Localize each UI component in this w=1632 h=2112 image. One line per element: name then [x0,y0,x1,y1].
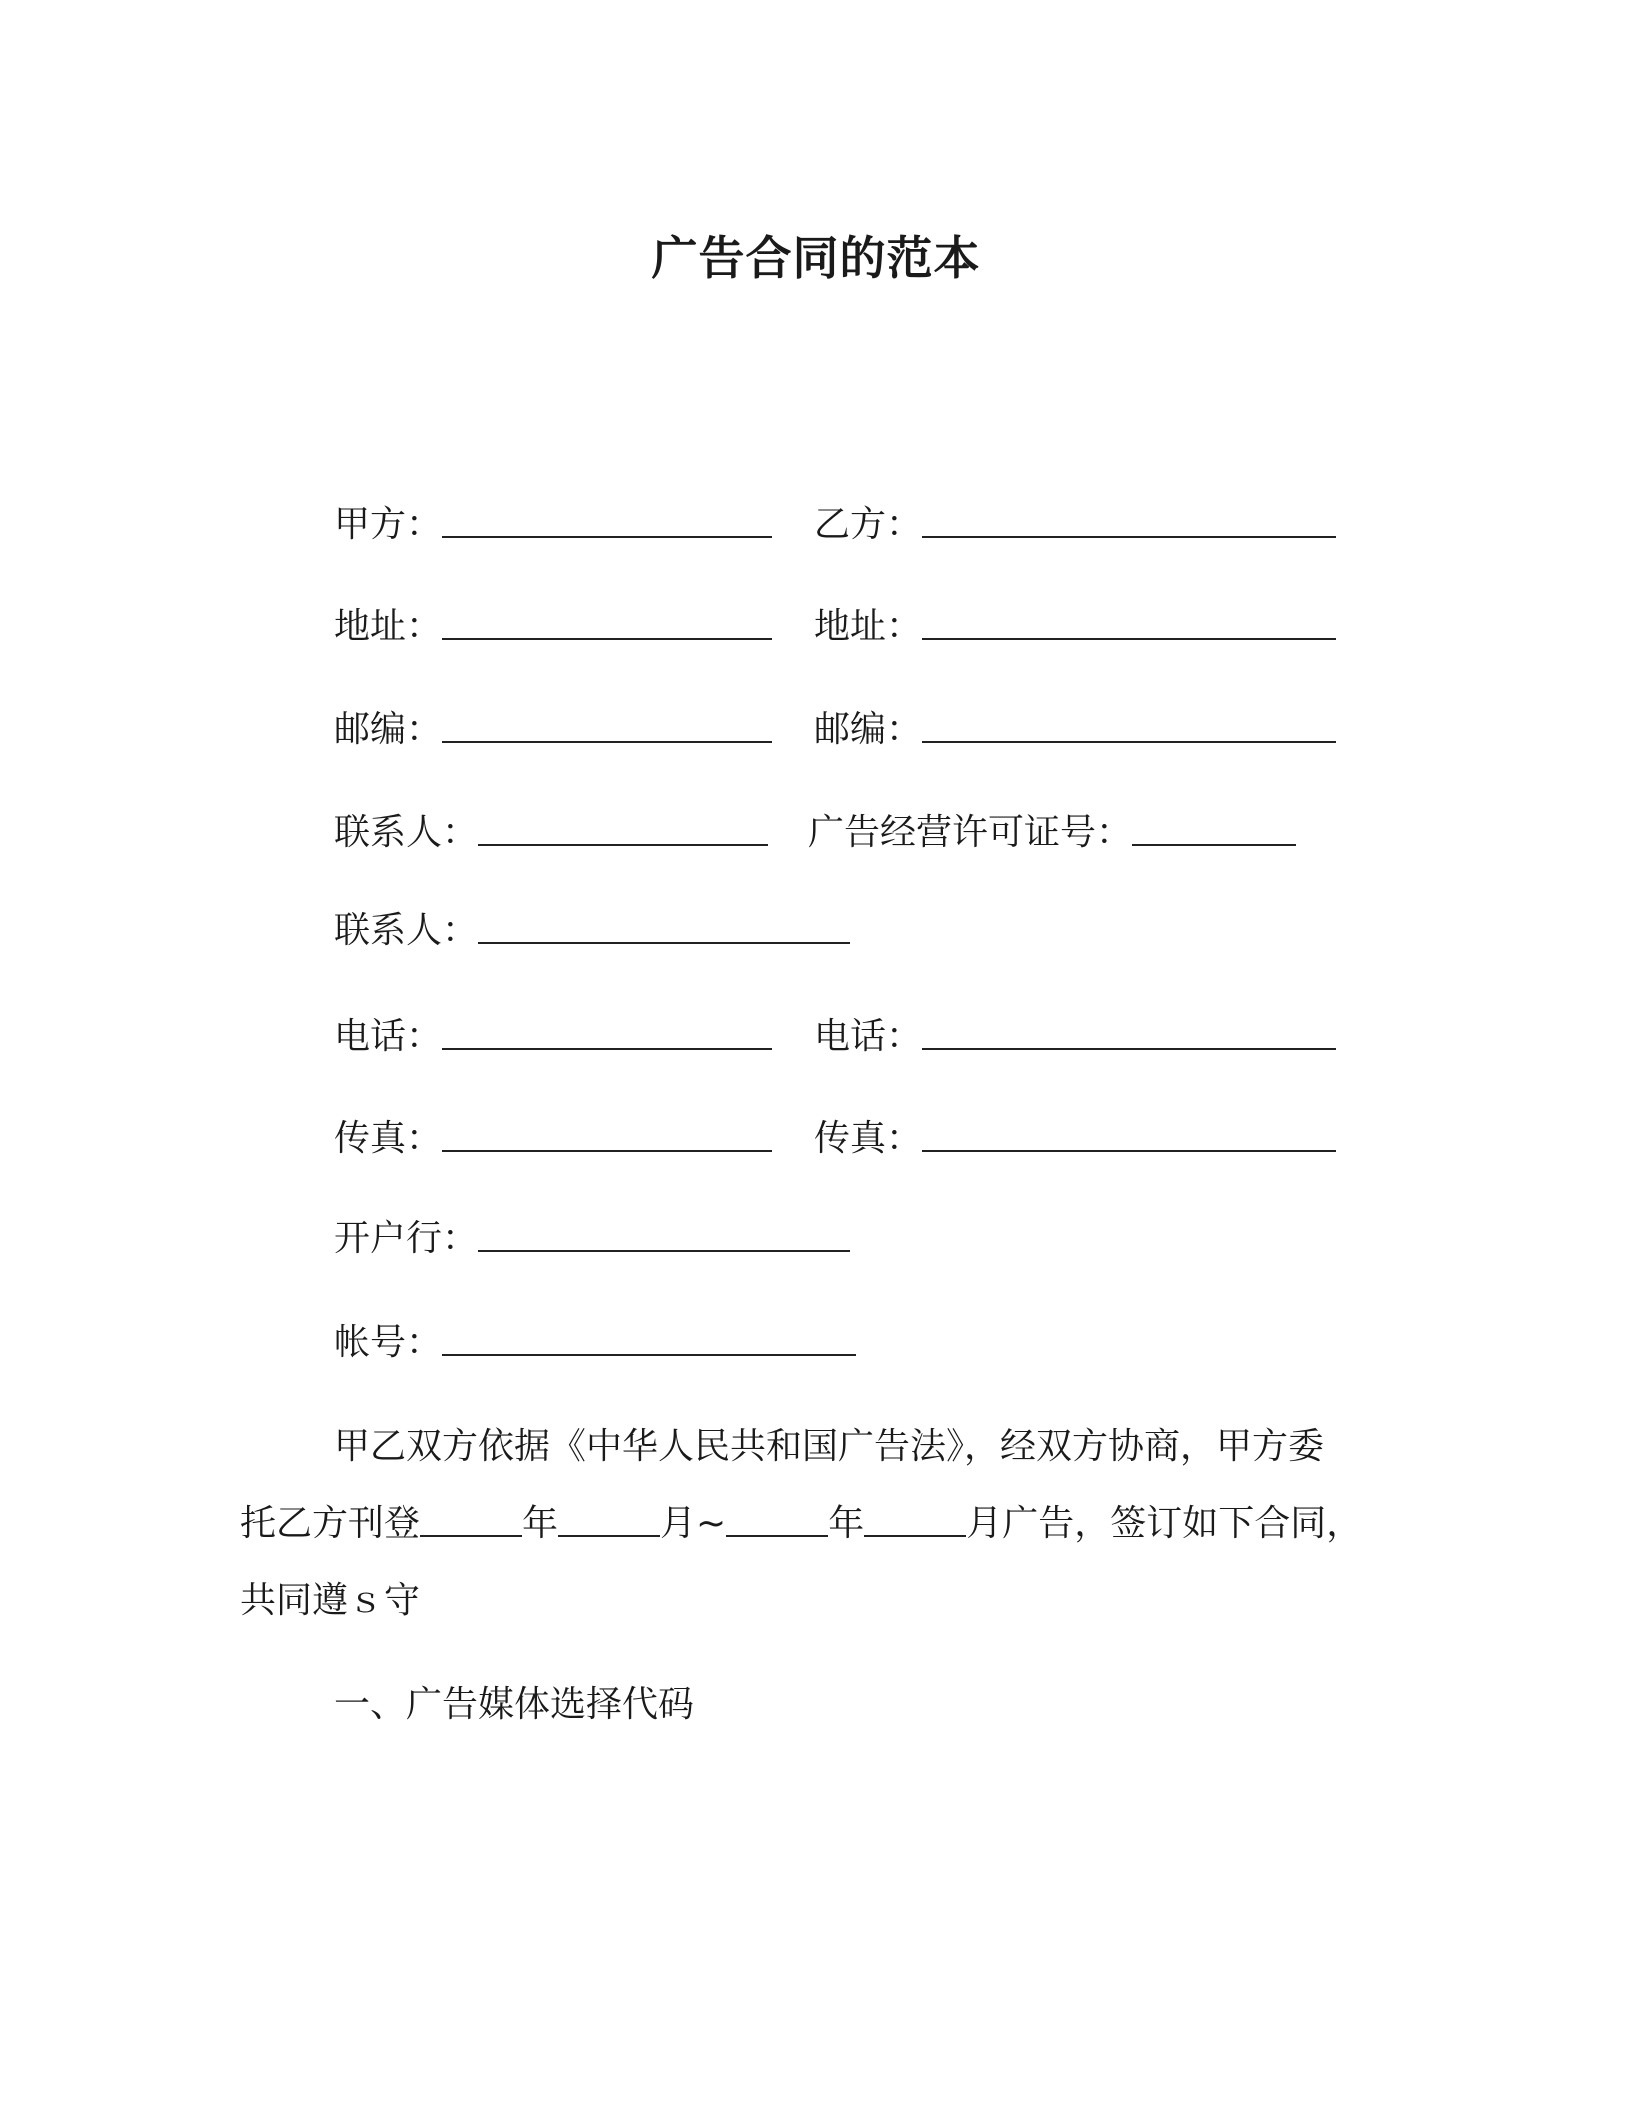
license-blank[interactable] [1132,814,1296,846]
phone-a-field [334,1012,772,1062]
intro-line-1: 甲乙双方依据《中华人民共和国广告法》，经双方协商，甲方委 [334,1426,1325,1467]
bank-label: 开户行： [334,1218,479,1259]
intro-line-2-end: 月广告，签订如下合同， [966,1503,1363,1544]
zip-a-label: 邮编： [334,709,443,750]
bank-field [334,1214,850,1264]
end-month-blank[interactable] [864,1505,966,1537]
fax-b-blank[interactable] [922,1120,1336,1152]
phone-b-field [814,1012,1336,1062]
intro-line-3: 共同遵ｓ守 [240,1580,421,1621]
phone-a-blank[interactable] [442,1018,772,1050]
account-label: 帐号： [334,1322,443,1363]
fax-b-field [814,1114,1336,1164]
start-month-blank[interactable] [558,1505,660,1537]
contact-b-blank[interactable] [478,912,850,944]
license-label: 广告经营许可证号： [808,812,1133,853]
zip-b-blank[interactable] [922,711,1336,743]
party-b-field [814,500,1336,550]
account-field [334,1318,856,1368]
fax-a-field [334,1114,772,1164]
party-b-label: 乙方： [814,504,923,545]
contact-b-label: 联系人： [334,910,479,951]
intro-line-2-start: 托乙方刊登 [240,1503,421,1544]
intro-paragraph [240,1408,1390,1639]
party-a-label: 甲方： [334,504,443,545]
contact-a-field [334,808,768,858]
contact-a-blank[interactable] [478,814,768,846]
party-b-blank[interactable] [922,506,1336,538]
start-year-label: 年 [522,1503,559,1544]
fax-a-label: 传真： [334,1118,443,1159]
phone-b-label: 电话： [814,1016,923,1057]
license-field [808,808,1296,858]
fax-a-blank[interactable] [442,1120,772,1152]
document-title: 广告合同的范本 [651,231,981,285]
start-year-blank[interactable] [420,1505,522,1537]
address-a-label: 地址： [334,606,443,647]
intro-line-2 [240,1485,1390,1562]
zip-a-blank[interactable] [442,711,772,743]
address-b-field [814,602,1336,652]
party-a-blank[interactable] [442,506,772,538]
phone-a-label: 电话： [334,1016,443,1057]
address-b-label: 地址： [814,606,923,647]
section-1-heading: 一、广告媒体选择代码 [334,1684,695,1725]
fax-b-label: 传真： [814,1118,923,1159]
address-b-blank[interactable] [922,608,1336,640]
end-year-blank[interactable] [726,1505,828,1537]
account-blank[interactable] [442,1324,856,1356]
address-a-field [334,602,772,652]
start-month-label: 月~ [660,1503,727,1544]
zip-b-field [814,705,1336,755]
contact-a-label: 联系人： [334,812,479,853]
zip-a-field [334,705,772,755]
party-a-field [334,500,772,550]
contact-b-field [334,906,850,956]
zip-b-label: 邮编： [814,709,923,750]
phone-b-blank[interactable] [922,1018,1336,1050]
end-year-label: 年 [828,1503,865,1544]
bank-blank[interactable] [478,1220,850,1252]
address-a-blank[interactable] [442,608,772,640]
